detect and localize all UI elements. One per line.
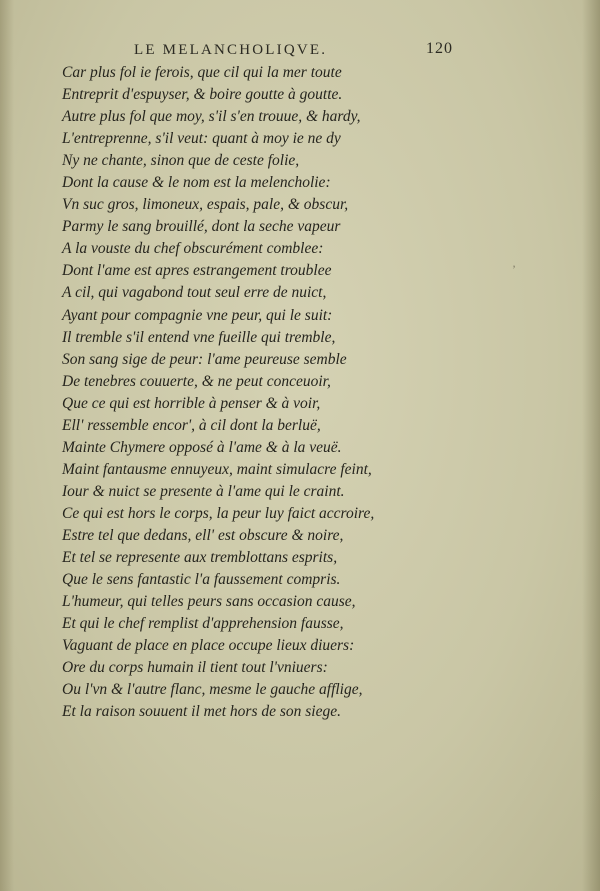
verse-line: Estre tel que dedans, ell' est obscure & noire, [62, 526, 344, 544]
verse-line: Son sang sige de peur: l'ame peureuse semble [62, 350, 347, 368]
verse-line: L'humeur, qui telles peurs sans occasion cause, [62, 593, 356, 611]
page-number: 120 [426, 40, 453, 57]
verse-line: Autre plus fol que moy, s'il s'en trouue, & hardy, [62, 108, 361, 126]
verse-block [62, 62, 422, 723]
running-title: LE MELANCHOLIQVE. [134, 42, 328, 58]
verse-line: Ou l'vn & l'autre flanc, mesme le gauche afflige, [62, 681, 363, 699]
verse-line: L'entreprenne, s'il veut: quant à moy ie ne dy [62, 130, 341, 148]
page-edge-shadow [582, 0, 600, 891]
verse-line: Entreprit d'espuyser, & boire goutte à goutte. [62, 86, 343, 104]
verse-line: Et tel se represente aux tremblottans esprits, [62, 549, 338, 567]
verse-line: Parmy le sang brouillé, dont la seche vapeur [62, 218, 341, 236]
verse-line: Et qui le chef remplist d'apprehension fausse, [62, 615, 344, 633]
verse-line: Ell' ressemble encor', à cil dont la berluë, [62, 416, 321, 434]
verse-line: Il tremble s'il entend vne fueille qui tremble, [62, 328, 336, 346]
verse-line: Ce qui est hors le corps, la peur luy faict accroire, [62, 504, 375, 522]
verse-line: Et la raison souuent il met hors de son siege. [62, 703, 341, 721]
verse-line: A cil, qui vagabond tout seul erre de nuict, [62, 284, 327, 302]
verse-line: Dont l'ame est apres estrangement troublee [62, 262, 332, 280]
verse-line: Dont la cause & le nom est la melencholie: [62, 174, 331, 192]
verse-line: Ny ne chante, sinon que de ceste folie, [62, 152, 300, 170]
verse-line: Ayant pour compagnie vne peur, qui le suit: [62, 306, 333, 324]
verse-line: Vaguant de place en place occupe lieux diuers: [62, 637, 355, 655]
verse-line: Vn suc gros, limoneux, espais, pale, & obscur, [62, 196, 349, 214]
verse-line: A la vouste du chef obscurément comblee: [62, 240, 324, 258]
verse-line: Que le sens fantastic l'a faussement compris. [62, 571, 341, 589]
verse-line: De tenebres couuerte, & ne peut conceuoir, [62, 372, 331, 390]
verse-line: Que ce qui est horrible à penser & à voir, [62, 394, 321, 412]
margin-mark: ’ [512, 262, 516, 276]
page-gutter-shadow [0, 0, 14, 891]
verse-line: Maint fantausme ennuyeux, maint simulacre feint, [62, 460, 372, 478]
verse-line: Mainte Chymere opposé à l'ame & à la veuë. [62, 438, 342, 456]
verse-line: Ore du corps humain il tient tout l'vniuers: [62, 659, 328, 677]
verse-line: Iour & nuict se presente à l'ame qui le craint. [62, 482, 345, 500]
verse-line: Car plus fol ie ferois, que cil qui la mer toute [62, 64, 342, 81]
